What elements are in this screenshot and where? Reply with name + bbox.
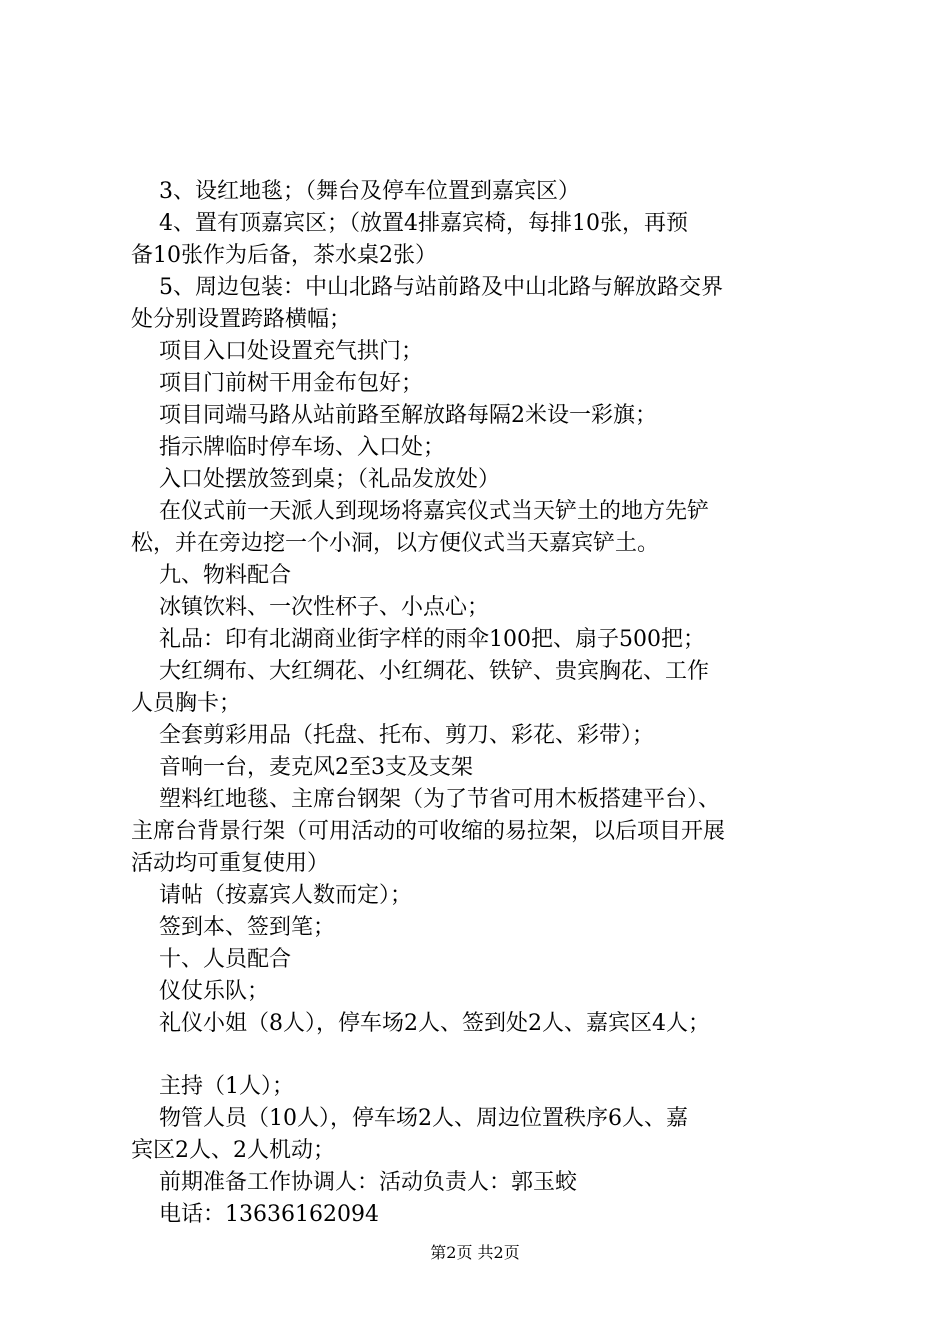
text-line: 指示牌临时停车场、入口处； [131,435,445,460]
page-footer: 第2页 共2页 [430,1243,520,1262]
text-line: 松，并在旁边挖一个小洞，以方便仪式当天嘉宾铲土。 [131,531,660,556]
text-line: 塑料红地毯、主席台钢架（为了节省可用木板搭建平台）、 [131,787,720,812]
text-line: 签到本、签到笔； [131,915,335,940]
text-line: 物管人员（10人），停车场2人、周边位置秩序6人、嘉 [131,1106,688,1131]
text-line: 3、设红地毯；（舞台及停车位置到嘉宾区） [131,179,580,204]
text-line: 大红绸布、大红绸花、小红绸花、铁铲、贵宾胸花、工作 [131,659,709,684]
text-line: 礼仪小姐（8人），停车场2人、签到处2人、嘉宾区4人； [131,1011,710,1036]
document-body [131,176,836,1231]
text-line: 项目入口处设置充气拱门； [131,339,423,364]
text-line: 项目同端马路从站前路至解放路每隔2米设一彩旗； [131,403,657,428]
text-line: 在仪式前一天派人到现场将嘉宾仪式当天铲土的地方先铲 [131,499,709,524]
text-line: 电话：13636162094 [131,1202,379,1227]
text-line: 项目门前树干用金布包好； [131,371,423,396]
text-line: 主席台背景行架（可用活动的可收缩的易拉架，以后项目开展 [131,819,726,844]
text-line: 主持（1人）； [131,1074,294,1099]
text-line: 前期准备工作协调人：活动负责人：郭玉蛟 [131,1170,577,1195]
text-line: 4、置有顶嘉宾区；（放置4排嘉宾椅，每排10张，再预 [131,211,688,236]
paragraph-block [131,176,836,1040]
text-line: 宾区2人、2人机动； [131,1138,335,1163]
text-line: 九、物料配合 [131,563,291,588]
text-line: 冰镇饮料、一次性杯子、小点心； [131,595,489,620]
text-line: 活动均可重复使用） [131,851,330,876]
text-line: 十、人员配合 [131,947,291,972]
paragraph-block [131,1071,836,1231]
text-line: 礼品：印有北湖商业街字样的雨伞100把、扇子500把； [131,627,705,652]
blank-line [131,1040,836,1071]
text-line: 5、周边包装：中山北路与站前路及中山北路与解放路交界 [131,275,723,300]
text-line: 仪仗乐队； [131,979,269,1004]
text-line: 处分别设置跨路横幅； [131,307,352,332]
text-line: 请帖（按嘉宾人数而定）； [131,883,412,908]
text-line: 音响一台，麦克风2至3支及支架 [131,755,473,780]
text-line: 入口处摆放签到桌；（礼品发放处） [131,467,500,492]
text-line: 人员胸卡； [131,691,242,716]
text-line: 全套剪彩用品（托盘、托布、剪刀、彩花、彩带）； [131,723,654,748]
text-line: 备10张作为后备，茶水桌2张） [131,243,437,268]
